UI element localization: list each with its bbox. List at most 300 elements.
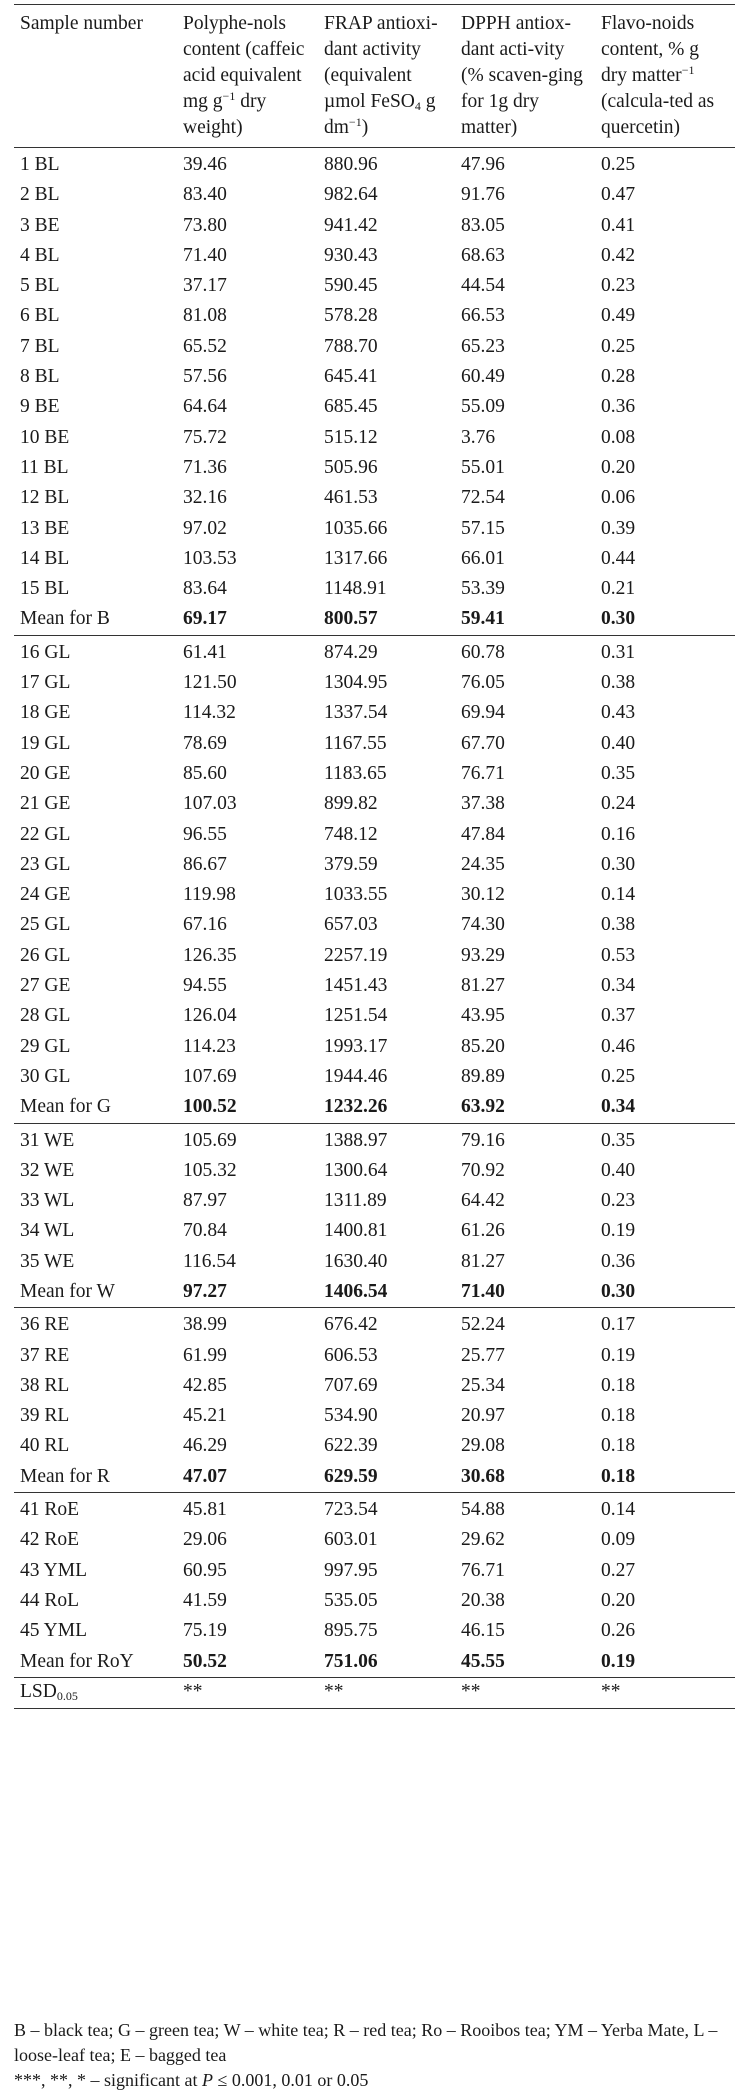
value-cell: 96.55 xyxy=(183,823,227,845)
value-cell: 707.69 xyxy=(324,1374,378,1396)
sample-id-cell: 22 GL xyxy=(20,823,71,845)
value-cell: 71.40 xyxy=(183,244,227,266)
table-row xyxy=(14,1216,735,1246)
table-footnote xyxy=(14,2018,735,2093)
table-row xyxy=(14,1156,735,1186)
sample-id-cell: 20 GE xyxy=(20,762,71,784)
value-cell: 66.01 xyxy=(461,547,505,569)
sample-id-cell: 19 GL xyxy=(20,732,71,754)
value-cell: 75.72 xyxy=(183,426,227,448)
table-row xyxy=(14,1493,735,1526)
value-cell: 47.84 xyxy=(461,823,505,845)
value-cell: 997.95 xyxy=(324,1559,378,1581)
sample-id-cell: 14 BL xyxy=(20,547,70,569)
table-row xyxy=(14,635,735,668)
value-cell: 0.53 xyxy=(601,944,636,966)
value-cell: 81.27 xyxy=(461,975,505,997)
value-cell: 57.56 xyxy=(183,366,227,388)
value-cell: 87.97 xyxy=(183,1190,227,1212)
value-cell: 74.30 xyxy=(461,914,505,936)
group-mean-row xyxy=(14,1647,735,1678)
value-cell: 0.36 xyxy=(601,1250,636,1272)
mean-label-cell: Mean for G xyxy=(20,1096,111,1118)
value-cell: 0.23 xyxy=(601,275,636,297)
table-row xyxy=(14,332,735,362)
table-row xyxy=(14,180,735,210)
value-cell: 0.17 xyxy=(601,1314,636,1336)
table-row xyxy=(14,1123,735,1156)
value-cell: 64.64 xyxy=(183,396,227,418)
table-row xyxy=(14,148,735,181)
mean-value-cell: 69.17 xyxy=(183,608,227,630)
table-row xyxy=(14,789,735,819)
value-cell: 676.42 xyxy=(324,1314,378,1336)
sample-id-cell: 24 GE xyxy=(20,884,71,906)
value-cell: 590.45 xyxy=(324,275,378,297)
mean-value-cell: 1406.54 xyxy=(324,1280,388,1302)
value-cell: 505.96 xyxy=(324,456,378,478)
sample-id-cell: 43 YML xyxy=(20,1559,87,1581)
value-cell: 0.21 xyxy=(601,578,636,600)
value-cell: 1993.17 xyxy=(324,1035,388,1057)
value-cell: 0.28 xyxy=(601,366,636,388)
value-cell: 67.70 xyxy=(461,732,505,754)
sample-id-cell: 4 BL xyxy=(20,244,60,266)
value-cell: 61.99 xyxy=(183,1344,227,1366)
value-cell: 32.16 xyxy=(183,487,227,509)
sample-id-cell: 31 WE xyxy=(20,1129,75,1151)
value-cell: 1183.65 xyxy=(324,762,387,784)
value-cell: 43.95 xyxy=(461,1005,505,1027)
sample-id-cell: 3 BE xyxy=(20,214,60,236)
value-cell: 42.85 xyxy=(183,1374,227,1396)
value-cell: 68.63 xyxy=(461,244,505,266)
value-cell: 91.76 xyxy=(461,184,505,206)
mean-value-cell: 0.18 xyxy=(601,1465,636,1487)
sample-id-cell: 36 RE xyxy=(20,1314,70,1336)
value-cell: 85.60 xyxy=(183,762,227,784)
header-dpph: DPPH antiox-dant acti-vity (% scaven-ging for 1g dry matter) xyxy=(461,13,583,138)
mean-value-cell: 0.30 xyxy=(601,608,636,630)
sample-id-cell: 39 RL xyxy=(20,1405,70,1427)
sample-id-cell: 7 BL xyxy=(20,335,60,357)
mean-value-cell: 0.34 xyxy=(601,1096,636,1118)
mean-value-cell: 751.06 xyxy=(324,1650,378,1672)
value-cell: 76.71 xyxy=(461,1559,505,1581)
value-cell: 29.06 xyxy=(183,1529,227,1551)
value-cell: 0.43 xyxy=(601,702,636,724)
value-cell: 25.34 xyxy=(461,1374,505,1396)
value-cell: 70.84 xyxy=(183,1220,227,1242)
value-cell: 941.42 xyxy=(324,214,378,236)
value-cell: 578.28 xyxy=(324,305,378,327)
lsd-row xyxy=(14,1677,735,1708)
value-cell: 55.09 xyxy=(461,396,505,418)
value-cell: 0.27 xyxy=(601,1559,636,1581)
table-row xyxy=(14,423,735,453)
sample-id-cell: 11 BL xyxy=(20,456,69,478)
value-cell: 81.08 xyxy=(183,305,227,327)
value-cell: 25.77 xyxy=(461,1344,505,1366)
value-cell: 114.32 xyxy=(183,702,236,724)
value-cell: 0.38 xyxy=(601,914,636,936)
sample-id-cell: 32 WE xyxy=(20,1159,75,1181)
value-cell: 2257.19 xyxy=(324,944,388,966)
lsd-significance-cell: ** xyxy=(601,1680,621,1702)
value-cell: 107.03 xyxy=(183,793,237,815)
tea-antioxidant-table xyxy=(14,4,735,1709)
value-cell: 45.81 xyxy=(183,1499,227,1521)
value-cell: 0.14 xyxy=(601,1499,636,1521)
table-row xyxy=(14,453,735,483)
value-cell: 645.41 xyxy=(324,366,378,388)
value-cell: 1148.91 xyxy=(324,578,387,600)
sample-id-cell: 9 BE xyxy=(20,396,60,418)
value-cell: 60.49 xyxy=(461,366,505,388)
sample-id-cell: 18 GE xyxy=(20,702,71,724)
value-cell: 930.43 xyxy=(324,244,378,266)
table-row xyxy=(14,1341,735,1371)
sample-id-cell: 1 BL xyxy=(20,154,60,175)
value-cell: 85.20 xyxy=(461,1035,505,1057)
value-cell: 0.19 xyxy=(601,1220,636,1242)
mean-label-cell: Mean for W xyxy=(20,1280,115,1302)
value-cell: 72.54 xyxy=(461,487,505,509)
sample-id-cell: 23 GL xyxy=(20,853,71,875)
sample-id-cell: 8 BL xyxy=(20,366,60,388)
value-cell: 606.53 xyxy=(324,1344,378,1366)
value-cell: 61.41 xyxy=(183,641,227,663)
sample-id-cell: 44 RoL xyxy=(20,1589,80,1611)
value-cell: 535.05 xyxy=(324,1589,378,1611)
value-cell: 44.54 xyxy=(461,275,505,297)
value-cell: 81.27 xyxy=(461,1250,505,1272)
value-cell: 1033.55 xyxy=(324,884,388,906)
footnote-significance: ***, **, * – significant at P ≤ 0.001, 0.01 or 0.05 xyxy=(14,2070,369,2090)
value-cell: 78.69 xyxy=(183,732,227,754)
header-sample-number: Sample number xyxy=(20,13,143,34)
value-cell: 29.08 xyxy=(461,1435,505,1457)
value-cell: 0.24 xyxy=(601,793,636,815)
value-cell: 119.98 xyxy=(183,884,236,906)
header-flavonoids: Flavo-noids content, % g dry matter$^{-1}$ (calcula-ted as quercetin) xyxy=(601,13,715,138)
table-row xyxy=(14,850,735,880)
lsd-significance-cell: ** xyxy=(461,1680,481,1702)
value-cell: 97.02 xyxy=(183,517,227,539)
value-cell: 37.38 xyxy=(461,793,505,815)
value-cell: 20.97 xyxy=(461,1405,505,1427)
value-cell: 0.19 xyxy=(601,1344,636,1366)
value-cell: 0.26 xyxy=(601,1620,636,1642)
value-cell: 880.96 xyxy=(324,154,378,175)
table-row xyxy=(14,1001,735,1031)
value-cell: 0.25 xyxy=(601,1065,636,1087)
header-polyphenols: Polyphe-nols content (caffeic acid equivalent mg $g^{-1}$ dry weight) xyxy=(183,13,305,138)
table-row xyxy=(14,1556,735,1586)
value-cell: 89.89 xyxy=(461,1065,505,1087)
value-cell: 0.25 xyxy=(601,154,636,175)
value-cell: 20.38 xyxy=(461,1589,505,1611)
mean-value-cell: 63.92 xyxy=(461,1096,505,1118)
value-cell: 76.71 xyxy=(461,762,505,784)
value-cell: 0.14 xyxy=(601,884,636,906)
mean-value-cell: 47.07 xyxy=(183,1465,227,1487)
value-cell: 71.36 xyxy=(183,456,227,478)
value-cell: 0.40 xyxy=(601,1159,636,1181)
table-row xyxy=(14,1586,735,1616)
table-row xyxy=(14,1032,735,1062)
table-row xyxy=(14,392,735,422)
value-cell: 126.04 xyxy=(183,1005,237,1027)
value-cell: 788.70 xyxy=(324,335,378,357)
table-row xyxy=(14,1062,735,1092)
table-row xyxy=(14,971,735,1001)
value-cell: 895.75 xyxy=(324,1620,378,1642)
mean-value-cell: 0.30 xyxy=(601,1280,636,1302)
table-row xyxy=(14,271,735,301)
value-cell: 461.53 xyxy=(324,487,378,509)
value-cell: 1167.55 xyxy=(324,732,387,754)
mean-value-cell: 50.52 xyxy=(183,1650,227,1672)
table-header xyxy=(14,5,735,148)
sample-id-cell: 34 WL xyxy=(20,1220,75,1242)
value-cell: 47.96 xyxy=(461,154,505,175)
mean-value-cell: 800.57 xyxy=(324,608,378,630)
sample-id-cell: 28 GL xyxy=(20,1005,71,1027)
footnote-abbreviations: B – black tea; G – green tea; W – white tea; R – red tea; Ro – Rooibos tea; YM – Yerba Mate, L – loose-leaf tea; E – bagged tea xyxy=(14,2020,718,2065)
table-row xyxy=(14,880,735,910)
mean-label-cell: Mean for R xyxy=(20,1465,110,1487)
table-row xyxy=(14,668,735,698)
value-cell: 24.35 xyxy=(461,853,505,875)
value-cell: 748.12 xyxy=(324,823,378,845)
sample-id-cell: 2 BL xyxy=(20,184,60,206)
value-cell: 116.54 xyxy=(183,1250,236,1272)
value-cell: 57.15 xyxy=(461,517,505,539)
value-cell: 379.59 xyxy=(324,853,378,875)
mean-value-cell: 45.55 xyxy=(461,1650,505,1672)
mean-value-cell: 71.40 xyxy=(461,1280,505,1302)
sample-id-cell: 10 BE xyxy=(20,426,70,448)
table-row xyxy=(14,1308,735,1341)
value-cell: 103.53 xyxy=(183,547,237,569)
value-cell: 0.35 xyxy=(601,1129,636,1151)
value-cell: 0.20 xyxy=(601,456,636,478)
value-cell: 622.39 xyxy=(324,1435,378,1457)
sample-id-cell: 25 GL xyxy=(20,914,71,936)
value-cell: 0.09 xyxy=(601,1529,636,1551)
table-row xyxy=(14,759,735,789)
table-row xyxy=(14,1431,735,1461)
value-cell: 86.67 xyxy=(183,853,227,875)
table-row xyxy=(14,241,735,271)
value-cell: 899.82 xyxy=(324,793,378,815)
table-row xyxy=(14,698,735,728)
value-cell: 45.21 xyxy=(183,1405,227,1427)
value-cell: 0.39 xyxy=(601,517,636,539)
value-cell: 70.92 xyxy=(461,1159,505,1181)
value-cell: 723.54 xyxy=(324,1499,378,1521)
value-cell: 93.29 xyxy=(461,944,505,966)
sample-id-cell: 37 RE xyxy=(20,1344,70,1366)
value-cell: 114.23 xyxy=(183,1035,236,1057)
sample-id-cell: 27 GE xyxy=(20,975,71,997)
value-cell: 515.12 xyxy=(324,426,378,448)
sample-id-cell: 42 RoE xyxy=(20,1529,80,1551)
table-row xyxy=(14,362,735,392)
sample-id-cell: 41 RoE xyxy=(20,1499,80,1521)
table-row xyxy=(14,910,735,940)
value-cell: 0.20 xyxy=(601,1589,636,1611)
value-cell: 0.25 xyxy=(601,335,636,357)
sample-id-cell: 21 GE xyxy=(20,793,71,815)
value-cell: 657.03 xyxy=(324,914,378,936)
table-row xyxy=(14,574,735,604)
value-cell: 0.35 xyxy=(601,762,636,784)
value-cell: 685.45 xyxy=(324,396,378,418)
value-cell: 0.16 xyxy=(601,823,636,845)
value-cell: 0.08 xyxy=(601,426,636,448)
table-row xyxy=(14,1401,735,1431)
group-mean-row xyxy=(14,1277,735,1308)
sample-id-cell: 17 GL xyxy=(20,672,71,694)
value-cell: 1451.43 xyxy=(324,975,388,997)
value-cell: 61.26 xyxy=(461,1220,505,1242)
value-cell: 0.46 xyxy=(601,1035,636,1057)
mean-value-cell: 30.68 xyxy=(461,1465,505,1487)
data-table-wrapper xyxy=(14,4,735,1709)
value-cell: 83.05 xyxy=(461,214,505,236)
sample-id-cell: 16 GL xyxy=(20,641,71,663)
sample-id-cell: 6 BL xyxy=(20,305,60,327)
table-row xyxy=(14,941,735,971)
value-cell: 29.62 xyxy=(461,1529,505,1551)
table-row xyxy=(14,1186,735,1216)
value-cell: 73.80 xyxy=(183,214,227,236)
value-cell: 65.23 xyxy=(461,335,505,357)
value-cell: 46.15 xyxy=(461,1620,505,1642)
value-cell: 3.76 xyxy=(461,426,496,448)
value-cell: 1337.54 xyxy=(324,702,388,724)
mean-value-cell: 1232.26 xyxy=(324,1096,388,1118)
value-cell: 1630.40 xyxy=(324,1250,388,1272)
value-cell: 60.78 xyxy=(461,641,505,663)
value-cell: 1035.66 xyxy=(324,517,388,539)
value-cell: 603.01 xyxy=(324,1529,378,1551)
value-cell: 75.19 xyxy=(183,1620,227,1642)
value-cell: 0.49 xyxy=(601,305,636,327)
value-cell: 0.41 xyxy=(601,214,636,236)
value-cell: 83.40 xyxy=(183,184,227,206)
sample-id-cell: 38 RL xyxy=(20,1374,70,1396)
value-cell: 1400.81 xyxy=(324,1220,388,1242)
lsd-significance-cell: ** xyxy=(324,1680,344,1702)
value-cell: 0.23 xyxy=(601,1190,636,1212)
value-cell: 0.18 xyxy=(601,1374,636,1396)
mean-label-cell: Mean for B xyxy=(20,608,110,630)
value-cell: 105.32 xyxy=(183,1159,237,1181)
value-cell: 105.69 xyxy=(183,1129,237,1151)
value-cell: 534.90 xyxy=(324,1405,378,1427)
value-cell: 52.24 xyxy=(461,1314,505,1336)
value-cell: 0.40 xyxy=(601,732,636,754)
group-mean-row xyxy=(14,1462,735,1493)
header-frap: FRAP antioxi-dant activity (equivalent µmol FeSO$_4$ g $dm^{-1}$) xyxy=(324,13,438,138)
value-cell: 1388.97 xyxy=(324,1129,388,1151)
mean-value-cell: 59.41 xyxy=(461,608,505,630)
sample-id-cell: 26 GL xyxy=(20,944,71,966)
value-cell: 54.88 xyxy=(461,1499,505,1521)
value-cell: 0.37 xyxy=(601,1005,636,1027)
value-cell: 0.18 xyxy=(601,1405,636,1427)
value-cell: 1251.54 xyxy=(324,1005,388,1027)
sample-id-cell: 5 BL xyxy=(20,275,60,297)
value-cell: 66.53 xyxy=(461,305,505,327)
value-cell: 69.94 xyxy=(461,702,505,724)
mean-value-cell: 629.59 xyxy=(324,1465,378,1487)
table-row xyxy=(14,1616,735,1646)
sample-id-cell: 45 YML xyxy=(20,1620,87,1642)
mean-value-cell: 97.27 xyxy=(183,1280,227,1302)
table-row xyxy=(14,820,735,850)
group-mean-row xyxy=(14,604,735,635)
lsd-significance-cell: ** xyxy=(183,1680,203,1702)
value-cell: 0.38 xyxy=(601,672,636,694)
table-row xyxy=(14,1247,735,1277)
value-cell: 0.06 xyxy=(601,487,636,509)
group-mean-row xyxy=(14,1092,735,1123)
value-cell: 60.95 xyxy=(183,1559,227,1581)
lsd-label-cell: $LSD_{0.05}$ xyxy=(20,1680,78,1703)
table-row xyxy=(14,1525,735,1555)
value-cell: 64.42 xyxy=(461,1190,505,1212)
value-cell: 0.44 xyxy=(601,547,636,569)
value-cell: 0.34 xyxy=(601,975,636,997)
mean-value-cell: 0.19 xyxy=(601,1650,636,1672)
value-cell: 41.59 xyxy=(183,1589,227,1611)
sample-id-cell: 40 RL xyxy=(20,1435,70,1457)
table-row xyxy=(14,544,735,574)
value-cell: 982.64 xyxy=(324,184,378,206)
value-cell: 1317.66 xyxy=(324,547,388,569)
value-cell: 37.17 xyxy=(183,275,227,297)
table-row xyxy=(14,301,735,331)
value-cell: 1944.46 xyxy=(324,1065,388,1087)
table-row xyxy=(14,729,735,759)
value-cell: 30.12 xyxy=(461,884,505,906)
table-body xyxy=(14,148,735,1709)
value-cell: 94.55 xyxy=(183,975,227,997)
value-cell: 76.05 xyxy=(461,672,505,694)
value-cell: 126.35 xyxy=(183,944,237,966)
value-cell: 0.42 xyxy=(601,244,636,266)
sample-id-cell: 29 GL xyxy=(20,1035,71,1057)
value-cell: 53.39 xyxy=(461,578,505,600)
value-cell: 38.99 xyxy=(183,1314,227,1336)
mean-value-cell: 100.52 xyxy=(183,1096,237,1118)
sample-id-cell: 30 GL xyxy=(20,1065,71,1087)
sample-id-cell: 35 WE xyxy=(20,1250,75,1272)
value-cell: 79.16 xyxy=(461,1129,505,1151)
sample-id-cell: 33 WL xyxy=(20,1190,75,1212)
value-cell: 0.47 xyxy=(601,184,636,206)
table-row xyxy=(14,483,735,513)
value-cell: 83.64 xyxy=(183,578,227,600)
table-row xyxy=(14,1371,735,1401)
value-cell: 0.31 xyxy=(601,641,636,663)
value-cell: 39.46 xyxy=(183,154,227,175)
value-cell: 55.01 xyxy=(461,456,505,478)
